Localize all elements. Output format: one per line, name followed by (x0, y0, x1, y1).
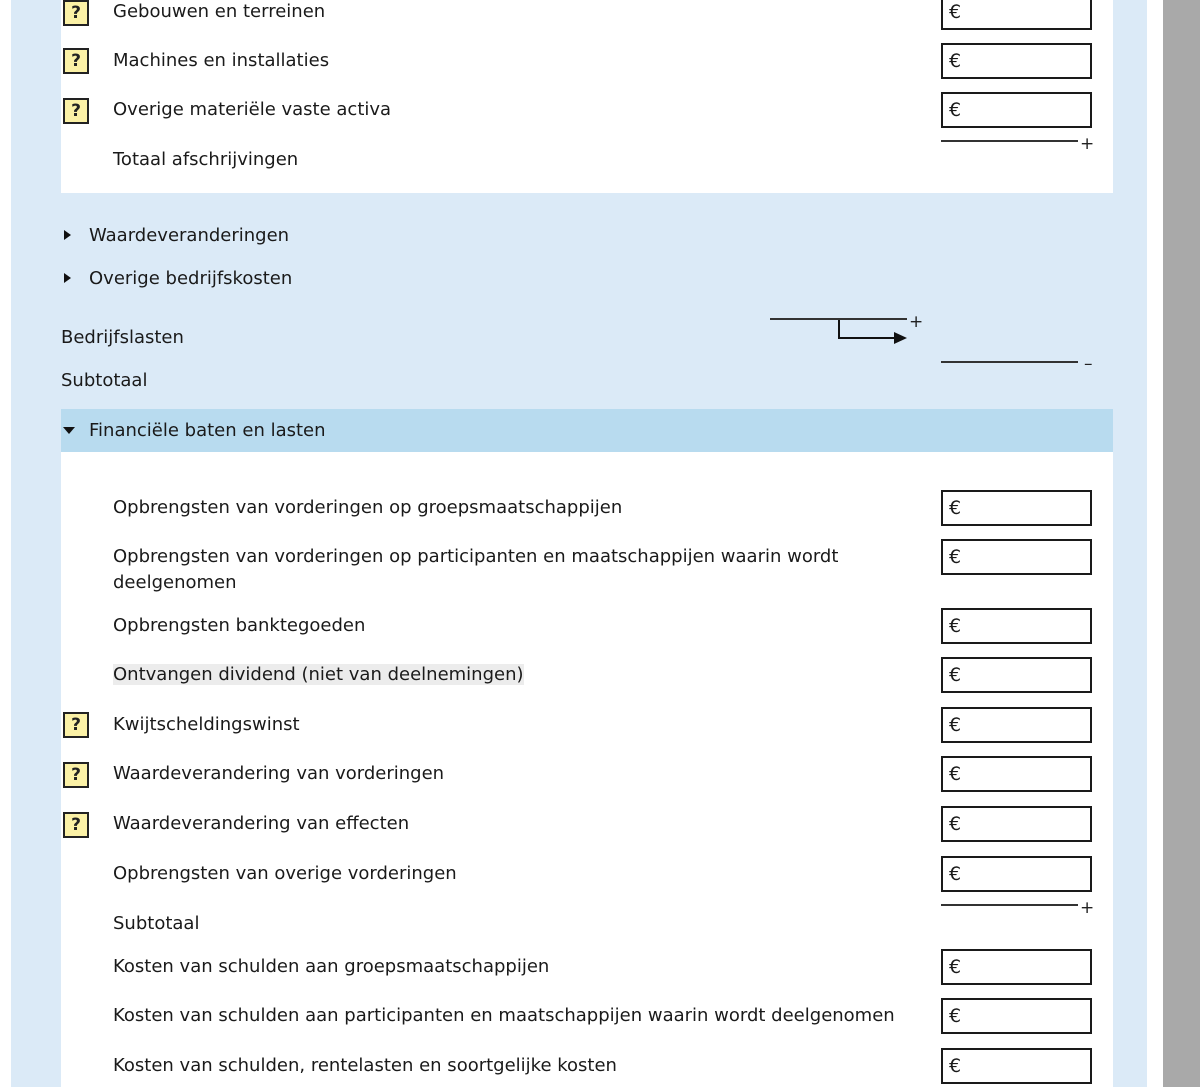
row-label: Waardeverandering van vorderingen (113, 763, 445, 784)
amount-field-gebouwen[interactable] (941, 0, 1092, 30)
euro-symbol: € (949, 1005, 962, 1027)
amount-input[interactable] (969, 662, 1087, 688)
minus-operator: – (1084, 354, 1093, 374)
amount-input[interactable] (969, 544, 1087, 570)
row-label-text: Ontvangen dividend (niet van deelnemingen) (113, 664, 524, 685)
subtotaal-label: Subtotaal (113, 913, 200, 934)
amount-input[interactable] (969, 48, 1087, 74)
amount-input[interactable] (969, 811, 1087, 837)
euro-symbol: € (949, 615, 962, 637)
amount-input[interactable] (969, 613, 1087, 639)
row-label: Machines en installaties (113, 50, 330, 71)
amount-field-banktegoeden[interactable] (941, 608, 1092, 644)
row-label: Opbrengsten van vorderingen op groepsmaatschappijen (113, 497, 623, 518)
amount-input[interactable] (969, 97, 1087, 123)
amount-field-groepsmaatschappijen[interactable] (941, 490, 1092, 526)
euro-symbol: € (949, 664, 962, 686)
row-label: Waardeverandering van effecten (113, 813, 410, 834)
euro-symbol: € (949, 956, 962, 978)
amount-field-overige-materiele[interactable] (941, 92, 1092, 128)
help-icon[interactable]: ? (63, 712, 89, 738)
total-label: Totaal afschrijvingen (113, 149, 299, 170)
section-header-financiele-baten[interactable] (61, 409, 1113, 452)
section-label: Financiële baten en lasten (89, 420, 326, 441)
row-label: Kwijtscheldingswinst (113, 714, 300, 735)
euro-symbol: € (949, 546, 962, 568)
section-label: Overige bedrijfskosten (89, 268, 293, 289)
plus-operator: + (1080, 898, 1095, 918)
amount-field-kwijtscheldingswinst[interactable] (941, 707, 1092, 743)
expand-arrow-icon (64, 230, 71, 240)
euro-symbol: € (949, 763, 962, 785)
row-label-highlighted (113, 662, 524, 688)
carry-arrow-icon (837, 320, 909, 346)
amount-field-participanten[interactable] (941, 539, 1092, 575)
euro-symbol: € (949, 50, 962, 72)
help-icon[interactable]: ? (63, 762, 89, 788)
row-label: Kosten van schulden, rentelasten en soortgelijke kosten (113, 1055, 617, 1076)
bedrijfslasten-label: Bedrijfslasten (61, 327, 184, 348)
euro-symbol: € (949, 714, 962, 736)
help-icon[interactable]: ? (63, 812, 89, 838)
row-label: Kosten van schulden aan participanten en maatschappijen waarin wordt deelgenomen (113, 1005, 895, 1026)
collapse-arrow-icon (63, 427, 75, 434)
amount-input[interactable] (969, 1053, 1087, 1079)
amount-field-machines[interactable] (941, 43, 1092, 79)
section-label: Waardeveranderingen (89, 225, 290, 246)
euro-symbol: € (949, 863, 962, 885)
help-icon[interactable]: ? (63, 48, 89, 74)
plus-operator: + (1080, 134, 1095, 154)
amount-field-waardeverandering-effecten[interactable] (941, 806, 1092, 842)
amount-field-rentelasten[interactable] (941, 1048, 1092, 1084)
section-toggle-overige-bedrijfskosten[interactable] (61, 265, 461, 293)
row-label: Opbrengsten banktegoeden (113, 615, 366, 636)
row-label: Overige materiële vaste activa (113, 99, 392, 120)
amount-input[interactable] (969, 1003, 1087, 1029)
amount-field-overige-vorderingen[interactable] (941, 856, 1092, 892)
amount-input[interactable] (969, 712, 1087, 738)
amount-input[interactable] (969, 495, 1087, 521)
sum-line (941, 361, 1078, 363)
amount-field-kosten-groepsmaatschappijen[interactable] (941, 949, 1092, 985)
amount-input[interactable] (969, 861, 1087, 887)
row-label: Gebouwen en terreinen (113, 1, 326, 22)
help-icon[interactable]: ? (63, 0, 89, 26)
subtotaal-label: Subtotaal (61, 370, 148, 391)
amount-input[interactable] (969, 954, 1087, 980)
amount-field-waardeverandering-vorderingen[interactable] (941, 756, 1092, 792)
row-label: Opbrengsten van overige vorderingen (113, 863, 457, 884)
amount-field-kosten-participanten[interactable] (941, 998, 1092, 1034)
amount-field-dividend[interactable] (941, 657, 1092, 693)
help-icon[interactable]: ? (63, 98, 89, 124)
euro-symbol: € (949, 497, 962, 519)
plus-operator: + (909, 312, 924, 332)
expand-arrow-icon (64, 273, 71, 283)
euro-symbol: € (949, 99, 962, 121)
euro-symbol: € (949, 1, 962, 23)
amount-input[interactable] (969, 0, 1087, 25)
amount-input[interactable] (969, 761, 1087, 787)
row-label: Kosten van schulden aan groepsmaatschappijen (113, 956, 550, 977)
scrollbar[interactable] (1163, 0, 1200, 1087)
sum-line (941, 904, 1078, 906)
section-toggle-waardeveranderingen[interactable] (61, 222, 461, 250)
euro-symbol: € (949, 1055, 962, 1077)
sum-line (941, 140, 1078, 142)
euro-symbol: € (949, 813, 962, 835)
row-label: Opbrengsten van vorderingen op participanten en maatschappijen waarin wordt deelgenomen (113, 546, 839, 593)
